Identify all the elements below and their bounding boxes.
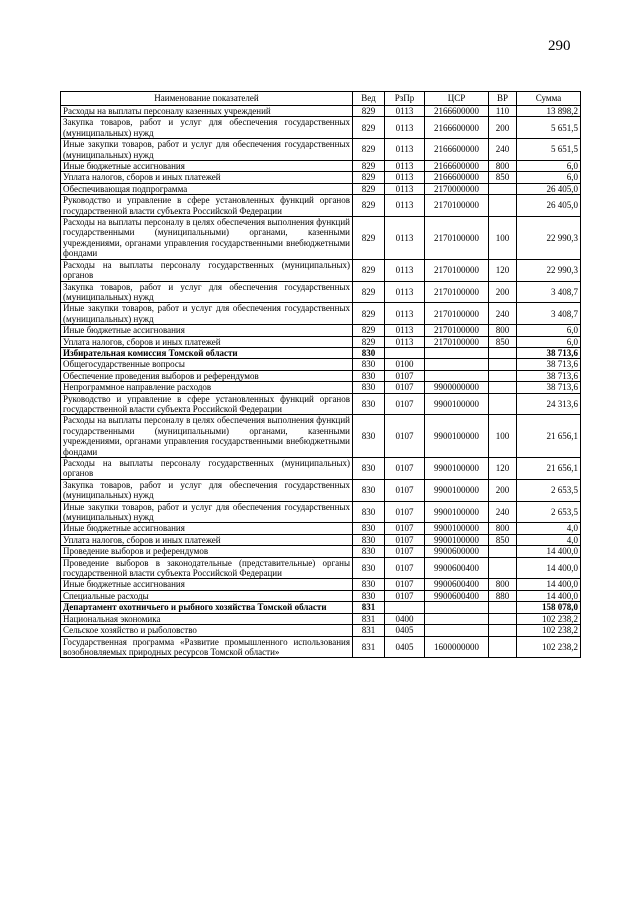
cell-sum: 102 238,2 — [517, 613, 581, 624]
cell-vr: 240 — [489, 303, 517, 325]
cell-rzpr: 0405 — [385, 636, 425, 658]
cell-vr: 200 — [489, 281, 517, 303]
cell-csr: 9900600400 — [425, 579, 489, 590]
cell-csr: 2166600000 — [425, 106, 489, 117]
cell-name: Департамент охотничьего и рыбного хозяйства Томской области — [61, 602, 353, 613]
cell-sum: 38 713,6 — [517, 347, 581, 358]
cell-csr: 2166600000 — [425, 161, 489, 172]
cell-rzpr: 0107 — [385, 393, 425, 415]
cell-ved: 829 — [353, 259, 385, 281]
header-sum: Сумма — [517, 92, 581, 106]
cell-rzpr: 0113 — [385, 183, 425, 194]
cell-ved: 829 — [353, 217, 385, 260]
cell-rzpr: 0113 — [385, 117, 425, 139]
cell-ved: 831 — [353, 625, 385, 636]
cell-sum: 14 400,0 — [517, 546, 581, 557]
cell-vr: 850 — [489, 534, 517, 545]
cell-rzpr: 0107 — [385, 523, 425, 534]
table-row — [61, 590, 581, 601]
cell-name: Закупка товаров, работ и услуг для обеспечения государственных (муниципальных) нужд — [61, 479, 353, 501]
cell-rzpr: 0113 — [385, 195, 425, 217]
cell-csr: 2166600000 — [425, 172, 489, 183]
table-row — [61, 259, 581, 281]
cell-rzpr: 0100 — [385, 359, 425, 370]
cell-rzpr: 0113 — [385, 303, 425, 325]
cell-csr: 9900100000 — [425, 458, 489, 480]
cell-csr: 9900600000 — [425, 546, 489, 557]
cell-vr — [489, 557, 517, 579]
cell-rzpr: 0113 — [385, 172, 425, 183]
cell-vr: 800 — [489, 161, 517, 172]
cell-csr — [425, 613, 489, 624]
cell-ved: 831 — [353, 602, 385, 613]
cell-csr: 2170100000 — [425, 217, 489, 260]
cell-csr: 9900000000 — [425, 382, 489, 393]
cell-csr: 9900100000 — [425, 501, 489, 523]
cell-name: Иные бюджетные ассигнования — [61, 523, 353, 534]
table-row — [61, 347, 581, 358]
cell-csr — [425, 359, 489, 370]
table-row — [61, 415, 581, 458]
header-vr: ВР — [489, 92, 517, 106]
cell-ved: 831 — [353, 636, 385, 658]
cell-csr: 9900100000 — [425, 415, 489, 458]
table-row — [61, 117, 581, 139]
table-row — [61, 370, 581, 381]
cell-sum: 102 238,2 — [517, 636, 581, 658]
cell-name: Специальные расходы — [61, 590, 353, 601]
table-row — [61, 523, 581, 534]
cell-sum: 2 653,5 — [517, 501, 581, 523]
cell-rzpr: 0107 — [385, 382, 425, 393]
cell-ved: 830 — [353, 546, 385, 557]
cell-rzpr: 0405 — [385, 625, 425, 636]
cell-csr: 2166600000 — [425, 139, 489, 161]
cell-ved: 829 — [353, 195, 385, 217]
cell-vr — [489, 625, 517, 636]
cell-sum: 6,0 — [517, 172, 581, 183]
cell-rzpr: 0107 — [385, 557, 425, 579]
cell-name: Сельское хозяйство и рыболовство — [61, 625, 353, 636]
table-row — [61, 217, 581, 260]
table-row — [61, 479, 581, 501]
cell-name: Обеспечение проведения выборов и референдумов — [61, 370, 353, 381]
table-row — [61, 281, 581, 303]
table-row — [61, 161, 581, 172]
cell-csr — [425, 602, 489, 613]
cell-vr: 200 — [489, 479, 517, 501]
cell-sum: 4,0 — [517, 534, 581, 545]
cell-ved: 830 — [353, 579, 385, 590]
cell-name: Национальная экономика — [61, 613, 353, 624]
cell-sum: 38 713,6 — [517, 370, 581, 381]
cell-vr — [489, 393, 517, 415]
cell-sum: 38 713,6 — [517, 382, 581, 393]
cell-ved: 829 — [353, 106, 385, 117]
cell-vr: 850 — [489, 172, 517, 183]
cell-vr: 240 — [489, 139, 517, 161]
cell-csr: 9900100000 — [425, 534, 489, 545]
cell-csr — [425, 347, 489, 358]
cell-vr — [489, 195, 517, 217]
cell-sum: 22 990,3 — [517, 259, 581, 281]
cell-name: Иные закупки товаров, работ и услуг для обеспечения государственных (муниципальных) нужд — [61, 501, 353, 523]
cell-name: Закупка товаров, работ и услуг для обеспечения государственных (муниципальных) нужд — [61, 281, 353, 303]
cell-sum: 6,0 — [517, 325, 581, 336]
cell-vr: 200 — [489, 117, 517, 139]
cell-sum: 21 656,1 — [517, 458, 581, 480]
cell-name: Уплата налогов, сборов и иных платежей — [61, 172, 353, 183]
cell-vr — [489, 382, 517, 393]
cell-vr: 240 — [489, 501, 517, 523]
cell-sum: 6,0 — [517, 161, 581, 172]
cell-name: Расходы на выплаты персоналу государственных (муниципальных) органов — [61, 458, 353, 480]
cell-sum: 24 313,6 — [517, 393, 581, 415]
cell-vr: 100 — [489, 217, 517, 260]
cell-vr: 120 — [489, 458, 517, 480]
table-row — [61, 546, 581, 557]
table-row — [61, 393, 581, 415]
cell-ved: 830 — [353, 382, 385, 393]
table-row — [61, 195, 581, 217]
cell-sum: 4,0 — [517, 523, 581, 534]
table-row — [61, 579, 581, 590]
cell-rzpr: 0113 — [385, 106, 425, 117]
cell-csr: 9900600400 — [425, 557, 489, 579]
cell-rzpr: 0113 — [385, 336, 425, 347]
cell-ved: 830 — [353, 458, 385, 480]
cell-vr — [489, 183, 517, 194]
header-name: Наименование показателей — [61, 92, 353, 106]
cell-csr: 2170100000 — [425, 336, 489, 347]
cell-sum: 158 078,0 — [517, 602, 581, 613]
cell-name: Уплата налогов, сборов и иных платежей — [61, 534, 353, 545]
cell-ved: 829 — [353, 161, 385, 172]
cell-name: Расходы на выплаты персоналу в целях обеспечения выполнения функций государственными (муниципальными) органами, казенными учреждениями, органами управления государственными внебюджетными фондами — [61, 415, 353, 458]
cell-name: Иные бюджетные ассигнования — [61, 325, 353, 336]
cell-sum: 14 400,0 — [517, 579, 581, 590]
table-row — [61, 458, 581, 480]
cell-name: Расходы на выплаты персоналу казенных учреждений — [61, 106, 353, 117]
cell-vr — [489, 347, 517, 358]
cell-name: Общегосударственные вопросы — [61, 359, 353, 370]
cell-name: Расходы на выплаты персоналу в целях обеспечения выполнения функций государственными (муниципальными) органами, казенными учреждениями, органами управления государственными внебюджетными фондами — [61, 217, 353, 260]
cell-vr — [489, 370, 517, 381]
cell-sum: 5 651,5 — [517, 117, 581, 139]
cell-sum: 21 656,1 — [517, 415, 581, 458]
cell-rzpr: 0113 — [385, 161, 425, 172]
table-row — [61, 325, 581, 336]
cell-ved: 829 — [353, 172, 385, 183]
cell-rzpr: 0113 — [385, 139, 425, 161]
cell-vr: 800 — [489, 579, 517, 590]
cell-rzpr: 0113 — [385, 259, 425, 281]
table-row — [61, 602, 581, 613]
cell-vr: 110 — [489, 106, 517, 117]
cell-rzpr: 0107 — [385, 590, 425, 601]
cell-csr: 2170100000 — [425, 259, 489, 281]
cell-sum: 22 990,3 — [517, 217, 581, 260]
cell-rzpr — [385, 347, 425, 358]
cell-name: Избирательная комиссия Томской области — [61, 347, 353, 358]
cell-rzpr: 0107 — [385, 579, 425, 590]
table-row — [61, 557, 581, 579]
cell-ved: 829 — [353, 336, 385, 347]
cell-sum: 14 400,0 — [517, 557, 581, 579]
table-row — [61, 613, 581, 624]
cell-rzpr: 0113 — [385, 217, 425, 260]
cell-csr: 1600000000 — [425, 636, 489, 658]
budget-table — [60, 91, 581, 658]
cell-ved: 830 — [353, 359, 385, 370]
cell-csr: 9900100000 — [425, 523, 489, 534]
cell-rzpr: 0107 — [385, 458, 425, 480]
cell-vr — [489, 359, 517, 370]
cell-csr: 2170100000 — [425, 281, 489, 303]
table-row — [61, 382, 581, 393]
cell-name: Иные бюджетные ассигнования — [61, 579, 353, 590]
cell-ved: 830 — [353, 415, 385, 458]
cell-ved: 829 — [353, 325, 385, 336]
cell-name: Руководство и управление в сфере установленных функций органов государственной власти субъекта Российской Федерации — [61, 195, 353, 217]
cell-sum: 14 400,0 — [517, 590, 581, 601]
cell-sum: 2 653,5 — [517, 479, 581, 501]
cell-ved: 830 — [353, 393, 385, 415]
cell-sum: 38 713,6 — [517, 359, 581, 370]
cell-sum: 3 408,7 — [517, 303, 581, 325]
table-row — [61, 625, 581, 636]
cell-rzpr: 0113 — [385, 325, 425, 336]
cell-vr — [489, 613, 517, 624]
cell-sum: 5 651,5 — [517, 139, 581, 161]
cell-ved: 830 — [353, 370, 385, 381]
header-csr: ЦСР — [425, 92, 489, 106]
cell-name: Руководство и управление в сфере установленных функций органов государственной власти субъекта Российской Федерации — [61, 393, 353, 415]
cell-csr: 2170100000 — [425, 195, 489, 217]
cell-ved: 831 — [353, 613, 385, 624]
cell-sum: 13 898,2 — [517, 106, 581, 117]
cell-name: Иные бюджетные ассигнования — [61, 161, 353, 172]
table-row — [61, 139, 581, 161]
cell-ved: 829 — [353, 303, 385, 325]
cell-csr: 9900100000 — [425, 479, 489, 501]
cell-vr: 880 — [489, 590, 517, 601]
cell-rzpr — [385, 602, 425, 613]
cell-ved: 829 — [353, 139, 385, 161]
cell-name: Проведение выборов и референдумов — [61, 546, 353, 557]
cell-ved: 830 — [353, 590, 385, 601]
cell-sum: 6,0 — [517, 336, 581, 347]
page-number: 290 — [548, 38, 571, 54]
cell-vr: 850 — [489, 336, 517, 347]
cell-rzpr: 0107 — [385, 546, 425, 557]
table-row — [61, 534, 581, 545]
cell-name: Иные закупки товаров, работ и услуг для обеспечения государственных (муниципальных) нужд — [61, 139, 353, 161]
cell-rzpr: 0107 — [385, 370, 425, 381]
cell-vr — [489, 636, 517, 658]
header-rzpr: РзПр — [385, 92, 425, 106]
cell-vr: 120 — [489, 259, 517, 281]
cell-name: Непрограммное направление расходов — [61, 382, 353, 393]
cell-vr — [489, 602, 517, 613]
table-body — [61, 106, 581, 658]
cell-csr: 2166600000 — [425, 117, 489, 139]
cell-ved: 829 — [353, 117, 385, 139]
cell-name: Уплата налогов, сборов и иных платежей — [61, 336, 353, 347]
cell-name: Расходы на выплаты персоналу государственных (муниципальных) органов — [61, 259, 353, 281]
cell-name: Проведение выборов в законодательные (представительные) органы государственной власти субъекта Российской Федерации — [61, 557, 353, 579]
cell-vr: 800 — [489, 325, 517, 336]
cell-sum: 102 238,2 — [517, 625, 581, 636]
cell-name: Закупка товаров, работ и услуг для обеспечения государственных (муниципальных) нужд — [61, 117, 353, 139]
table-row — [61, 501, 581, 523]
cell-csr — [425, 625, 489, 636]
cell-ved: 830 — [353, 501, 385, 523]
cell-ved: 830 — [353, 523, 385, 534]
table-header-row — [61, 92, 581, 106]
cell-name: Обеспечивающая подпрограмма — [61, 183, 353, 194]
table-row — [61, 106, 581, 117]
table-row — [61, 359, 581, 370]
cell-csr — [425, 370, 489, 381]
table-row — [61, 172, 581, 183]
cell-rzpr: 0107 — [385, 534, 425, 545]
cell-csr: 9900600400 — [425, 590, 489, 601]
cell-rzpr: 0113 — [385, 281, 425, 303]
cell-rzpr: 0107 — [385, 415, 425, 458]
cell-name: Государственная программа «Развитие промышленного использования возобновляемых природных ресурсов Томской области» — [61, 636, 353, 658]
cell-csr: 9900100000 — [425, 393, 489, 415]
cell-rzpr: 0107 — [385, 479, 425, 501]
cell-ved: 829 — [353, 281, 385, 303]
cell-name: Иные закупки товаров, работ и услуг для обеспечения государственных (муниципальных) нужд — [61, 303, 353, 325]
cell-vr — [489, 546, 517, 557]
table-row — [61, 303, 581, 325]
cell-ved: 830 — [353, 557, 385, 579]
cell-ved: 830 — [353, 479, 385, 501]
cell-ved: 829 — [353, 183, 385, 194]
table-row — [61, 336, 581, 347]
cell-csr: 2170100000 — [425, 303, 489, 325]
cell-ved: 830 — [353, 534, 385, 545]
cell-vr: 100 — [489, 415, 517, 458]
cell-csr: 2170100000 — [425, 325, 489, 336]
header-ved: Вед — [353, 92, 385, 106]
cell-csr: 2170000000 — [425, 183, 489, 194]
cell-sum: 3 408,7 — [517, 281, 581, 303]
cell-sum: 26 405,0 — [517, 195, 581, 217]
cell-rzpr: 0400 — [385, 613, 425, 624]
table-row — [61, 636, 581, 658]
cell-sum: 26 405,0 — [517, 183, 581, 194]
cell-rzpr: 0107 — [385, 501, 425, 523]
cell-vr: 800 — [489, 523, 517, 534]
table-row — [61, 183, 581, 194]
cell-ved: 830 — [353, 347, 385, 358]
